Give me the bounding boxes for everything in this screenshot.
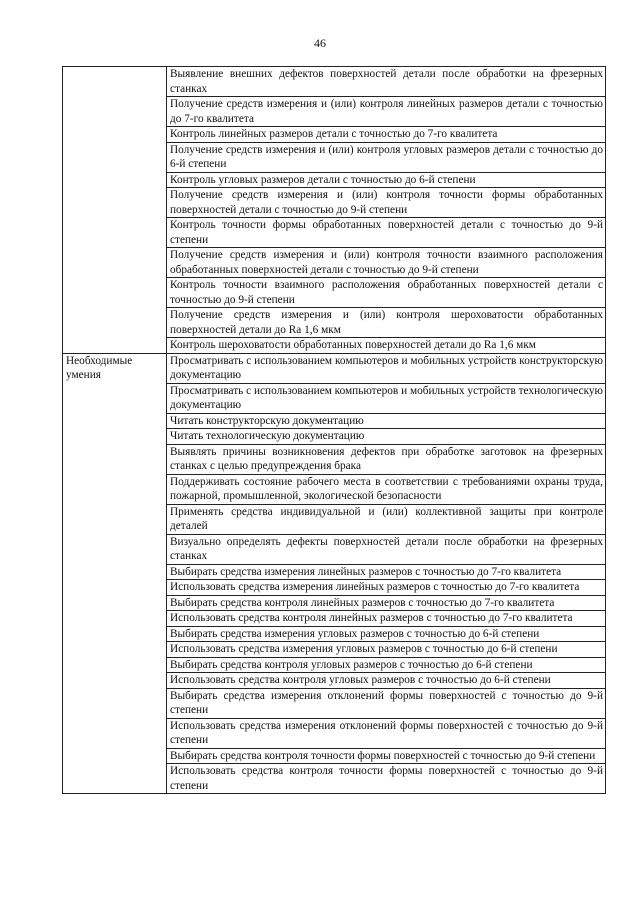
table-cell: Визуально определять дефекты поверхностей детали после обработки на фрезерных станках xyxy=(167,534,606,564)
table-row xyxy=(63,353,606,383)
table-cell: Выбирать средства контроля линейных размеров с точностью до 7-го квалитета xyxy=(167,595,606,611)
table-cell: Выявлять причины возникновения дефектов при обработке заготовок на фрезерных станках с целью предупреждения брака xyxy=(167,444,606,474)
section-label xyxy=(63,67,167,354)
table-cell: Использовать средства измерения отклонений формы поверхностей с точностью до 9-й степени xyxy=(167,718,606,748)
table-cell: Контроль угловых размеров детали с точностью до 6-й степени xyxy=(167,172,606,188)
table-cell: Контроль шероховатости обработанных поверхностей детали до Ra 1,6 мкм xyxy=(167,338,606,354)
table-cell: Выбирать средства контроля угловых размеров с точностью до 6-й степени xyxy=(167,657,606,673)
section-label: Необходимые умения xyxy=(63,353,167,794)
table-cell: Контроль линейных размеров детали с точностью до 7-го квалитета xyxy=(167,127,606,143)
table-cell: Просматривать с использованием компьютеров и мобильных устройств технологическую документацию xyxy=(167,383,606,413)
requirements-table-body xyxy=(63,67,606,794)
table-cell: Контроль точности формы обработанных поверхностей детали с точностью до 9-й степени xyxy=(167,218,606,248)
table-cell: Выбирать средства измерения отклонений формы поверхностей с точностью до 9-й степени xyxy=(167,688,606,718)
table-cell: Использовать средства измерения угловых размеров с точностью до 6-й степени xyxy=(167,642,606,658)
table-cell: Выявление внешних дефектов поверхностей детали после обработки на фрезерных станках xyxy=(167,67,606,97)
table-cell: Применять средства индивидуальной и (или) коллективной защиты при контроле деталей xyxy=(167,504,606,534)
table-cell: Получение средств измерения и (или) контроля угловых размеров детали с точностью до 6-й степени xyxy=(167,142,606,172)
table-cell: Использовать средства измерения линейных размеров с точностью до 7-го квалитета xyxy=(167,580,606,596)
requirements-table xyxy=(62,66,606,794)
table-cell: Использовать средства контроля угловых размеров с точностью до 6-й степени xyxy=(167,673,606,689)
table-cell: Получение средств измерения и (или) контроля точности формы обработанных поверхностей детали с точностью до 9-й степени xyxy=(167,188,606,218)
table-cell: Выбирать средства измерения угловых размеров с точностью до 6-й степени xyxy=(167,626,606,642)
table-cell: Выбирать средства измерения линейных размеров с точностью до 7-го квалитета xyxy=(167,564,606,580)
table-cell: Поддерживать состояние рабочего места в соответствии с требованиями охраны труда, пожарной, промышленной, экологической безопасности xyxy=(167,474,606,504)
table-row xyxy=(63,67,606,97)
page-number: 46 xyxy=(314,36,326,50)
table-cell: Читать конструкторскую документацию xyxy=(167,413,606,429)
table-cell: Использовать средства контроля линейных размеров с точностью до 7-го квалитета xyxy=(167,611,606,627)
table-cell: Выбирать средства контроля точности формы поверхностей с точностью до 9-й степени xyxy=(167,748,606,764)
table-cell: Получение средств измерения и (или) контроля шероховатости обработанных поверхностей детали до Ra 1,6 мкм xyxy=(167,308,606,338)
table-cell: Читать технологическую документацию xyxy=(167,429,606,445)
table-cell: Получение средств измерения и (или) контроля точности взаимного расположения обработанных поверхностей детали с точностью до 9-й степени xyxy=(167,248,606,278)
table-cell: Контроль точности взаимного расположения обработанных поверхностей детали с точностью до 9-й степени xyxy=(167,278,606,308)
table-cell: Получение средств измерения и (или) контроля линейных размеров детали с точностью до 7-го квалитета xyxy=(167,97,606,127)
table-cell: Просматривать с использованием компьютеров и мобильных устройств конструкторскую документацию xyxy=(167,353,606,383)
table-cell: Использовать средства контроля точности формы поверхностей с точностью до 9-й степени xyxy=(167,764,606,794)
